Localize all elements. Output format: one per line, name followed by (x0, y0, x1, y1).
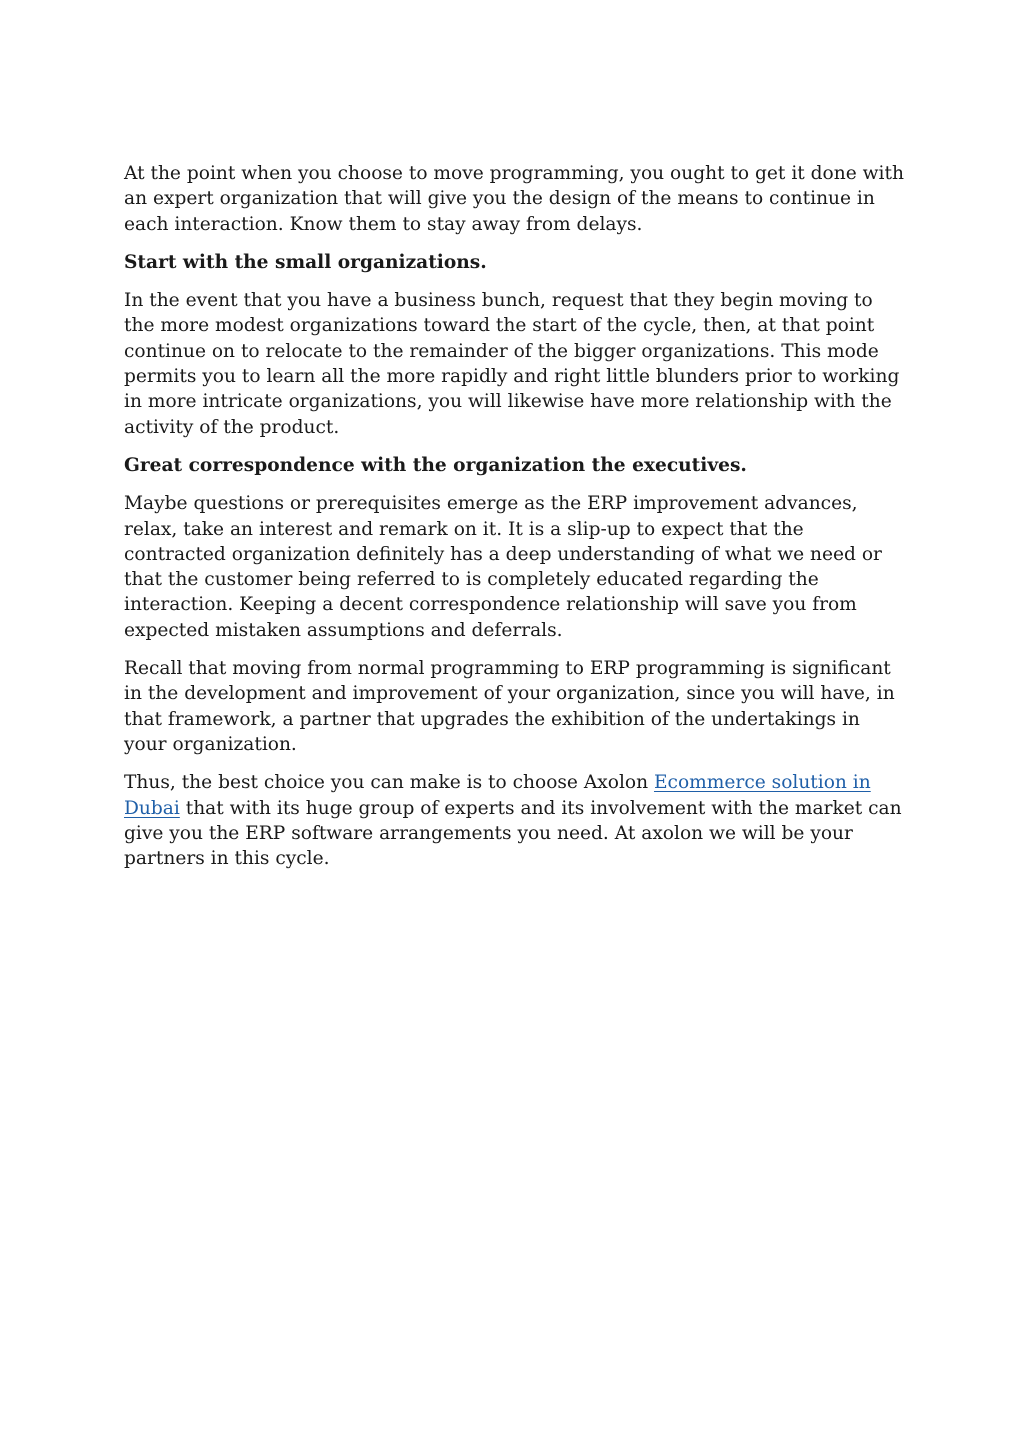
paragraph-recall: Recall that moving from normal programming to ERP programming is significant in the development and improvement of your organization, since you will have, in that framework, a partner that upgrades the exhibition of the undertakings in your organization. (124, 658, 895, 755)
ecommerce-solution-link[interactable]: Ecommerce solution in Dubai (124, 772, 871, 819)
heading-small-organizations: Start with the small organizations. (124, 251, 487, 273)
heading-correspondence: Great correspondence with the organization the executives. (124, 454, 747, 476)
document-body (124, 161, 904, 884)
paragraph-intro: At the point when you choose to move programming, you ought to get it done with an expert organization that will give you the design of the means to continue in each interaction. Know them to stay away from delays. (124, 163, 904, 235)
paragraph-questions: Maybe questions or prerequisites emerge as the ERP improvement advances, relax, take an interest and remark on it. It is a slip-up to expect that the contracted organization definitely has a deep understanding of what we need or that the customer being referred to is completely educated regarding the interaction. Keeping a decent correspondence relationship will save you from expected mistaken assumptions and deferrals. (124, 493, 882, 641)
paragraph-business-bunch: In the event that you have a business bunch, request that they begin moving to the more modest organizations toward the start of the cycle, then, at that point continue on to relocate to the remainder of the bigger organizations. This mode permits you to learn all the more rapidly and right little blunders prior to working in more intricate organizations, you will likewise have more relationship with the activity of the product. (124, 290, 900, 438)
conclusion-text-after-link: that with its huge group of experts and its involvement with the market can give you the ERP software arrangements you need. At axolon we will be your partners in this cycle. (124, 797, 902, 870)
conclusion-text-before-link: Thus, the best choice you can make is to choose Axolon (124, 772, 654, 794)
paragraph-conclusion (124, 770, 904, 871)
